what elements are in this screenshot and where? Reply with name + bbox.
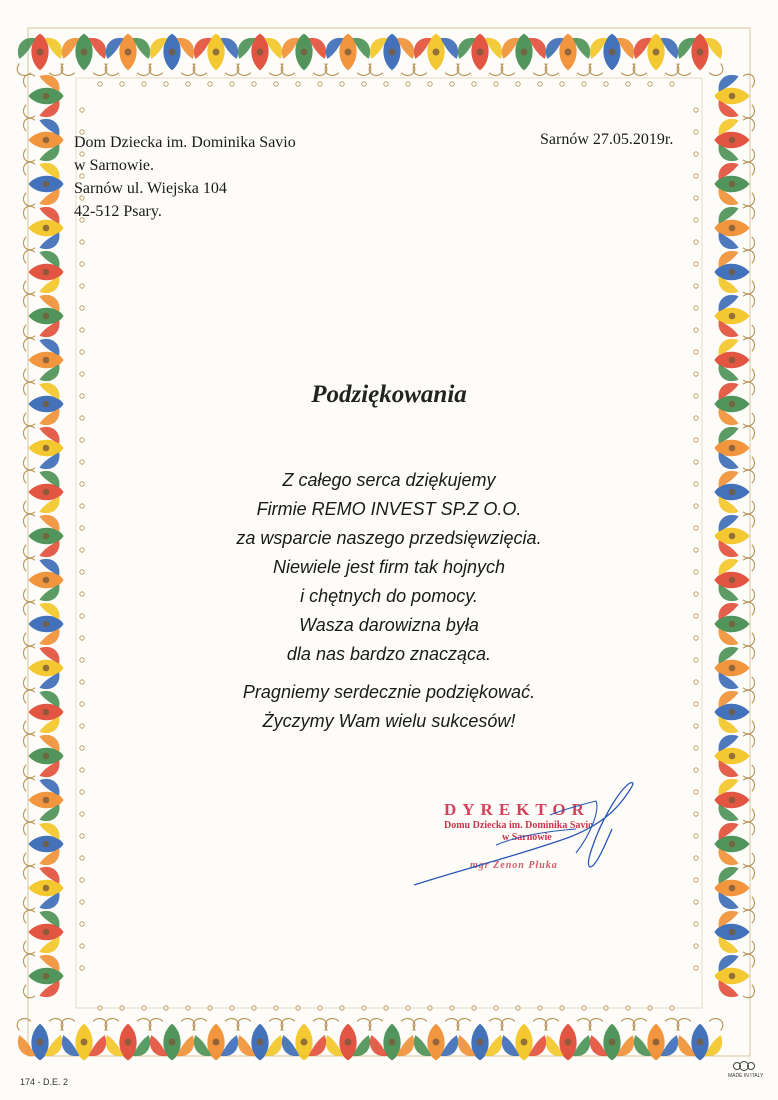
handwritten-signature	[400, 775, 660, 895]
body-line: i chętnych do pomocy.	[300, 586, 478, 606]
paragraph-gap	[0, 669, 778, 678]
stamp-name: mgr Zenon Płuka	[470, 860, 558, 871]
body-line: Niewiele jest firm tak hojnych	[272, 557, 506, 577]
made-in-label: MADE IN ITALY	[728, 1073, 764, 1079]
body-line: Z całego serca dziękujemy	[282, 470, 496, 490]
document-code: 174 - D.E. 2	[20, 1077, 69, 1087]
manufacturer-logo-icon	[732, 1060, 756, 1072]
body-line: dla nas bardzo znacząca.	[286, 644, 492, 664]
closing-line: Pragniemy serdecznie podziękować.	[242, 682, 536, 702]
stamp-location: w Sarnowie	[502, 832, 552, 843]
stamp-institution: Domu Dziecka im. Dominika Savio	[444, 820, 594, 831]
sender-address	[74, 131, 296, 223]
body-line: za wsparcie naszego przedsięwzięcia.	[236, 528, 542, 548]
stamp-title: DYREKTOR	[444, 800, 590, 819]
body-line: Firmie REMO INVEST SP.Z O.O.	[256, 499, 522, 519]
sender-line-4: 42-512 Psary.	[74, 203, 162, 220]
closing-line: Życzymy Wam wielu sukcesów!	[262, 711, 516, 731]
sender-line-2: w Sarnowie.	[74, 157, 154, 174]
letter-title: Podziękowania	[311, 381, 467, 408]
letter-date: Sarnów 27.05.2019r.	[540, 131, 674, 148]
sender-line-1: Dom Dziecka im. Dominika Savio	[74, 134, 296, 151]
letter-body	[0, 466, 778, 736]
body-line: Wasza darowizna była	[299, 615, 479, 635]
sender-line-3: Sarnów ul. Wiejska 104	[74, 180, 227, 197]
